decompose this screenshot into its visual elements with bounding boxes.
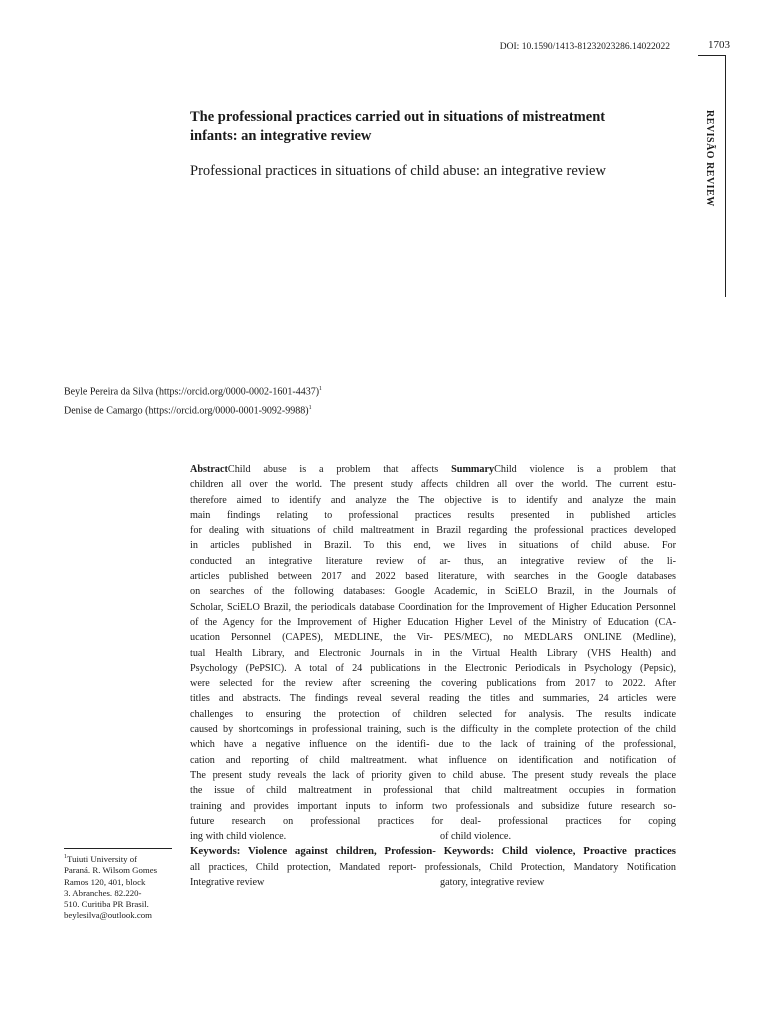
- footnote-rule: [64, 848, 172, 849]
- abstract-line: ucation Personnel (CAPES), MEDLINE, the Vir- PES/MEC), no MEDLARS ONLINE (Medline),: [190, 632, 676, 644]
- affiliation-line: $^1$Tuiuti University of: [64, 853, 138, 864]
- abstract-line: caused by shortcomings in professional training, such is the difficulty in the complete protection of the child: [190, 724, 676, 736]
- keywords-line: all practices, Child protection, Mandated report- professionals, Child Protection, Mandatory Notification: [190, 861, 676, 873]
- abstract-line: Psychology (PePSIC). A total of 24 publications in the Electronic Periodicals in Psychology (Pepsic),: [190, 662, 676, 674]
- affiliation-line: Paraná. R. Wilsom Gomes: [64, 865, 158, 876]
- doi: DOI: 10.1590/1413-81232023286.14022022: [499, 42, 670, 52]
- abstract-line: cation and reporting of child maltreatment. what influence on identification and notification of: [190, 754, 676, 766]
- abstract-line: titles and abstracts. The findings reveal several reading the titles and summaries, 24 articles were: [190, 693, 676, 705]
- abstract-line: ing with child violence. of child violence.: [190, 831, 512, 843]
- abstract-line: conducted an integrative literature review of ar- thus, an integrative review of the li-: [190, 555, 676, 567]
- abstract-line: challenges to ensuring the protection of children selected for analysis. The results indicate: [190, 708, 676, 720]
- abstract-line: which have a negative influence on the identifi- due to the lack of training of the professional,: [190, 739, 676, 751]
- author-list: [64, 381, 394, 420]
- abstract-line: for dealing with situations of child maltreatment in Brazil regarding the professional practices developed: [190, 525, 676, 537]
- article-subtitle: Professional practices in situations of child abuse: an integrative review: [190, 163, 606, 179]
- abstract-line: Scholar, SciELO Brazil, the periodicals database Coordination for the Improvement of Higher Education Personnel: [190, 601, 676, 613]
- affiliation-line: Ramos 120, 401, block: [64, 876, 146, 887]
- abstract-line: tual Health Library, and Electronic Journals in in the Virtual Health Library (VHS Health) and: [190, 647, 676, 659]
- abstract-line: were selected for the review after screening the covering publications from 2017 to 2022. After: [190, 678, 676, 690]
- abstract-line: therefore aimed to identify and analyze the The objective is to identify and analyze the main: [190, 494, 676, 506]
- article-title: The professional practices carried out in situations of mistreatment infants: an integrative review: [190, 109, 606, 144]
- abstract-line: training and provides important inputs to inform two professionals and subsidize future research so-: [190, 800, 676, 812]
- abstract-line: on searches of the following databases: Google Academic, in SciELO Brazil, in the Journals of: [190, 586, 676, 598]
- affiliation-line: 3. Abranches. 82.220-: [64, 887, 142, 898]
- abstract-line: The present study reveals the lack of priority given to child abuse. The present study reveals the place: [190, 769, 676, 781]
- affiliation-line: 510. Curitiba PR Brasil.: [64, 899, 149, 910]
- keywords-line: Keywords: Violence against children, Profession- Keywords: Child violence, Proactive practices: [190, 845, 676, 858]
- abstract-line: in articles published in Brazil. To this end, we lives in situations of child abuse. For: [190, 540, 676, 552]
- affiliation: [64, 852, 174, 922]
- author: Denise de Camargo (https://orcid.org/0000-0001-9092-9988)$^1$: [64, 405, 312, 417]
- side-rule: [725, 55, 726, 297]
- abstract-line: of the Agency for the Improvement of Higher Education Higher Level of the Ministry of Education (CA-: [190, 616, 676, 628]
- header-rule: [698, 55, 726, 56]
- abstract-line: the issue of child maltreatment in professional that child maltreatment occupies in formation: [190, 785, 676, 797]
- author: Beyle Pereira da Silva (https://orcid.org/0000-0002-1601-4437)$^1$: [64, 386, 323, 398]
- abstract-line: articles published between 2017 and 2022 based literature, with searches in the Google databases: [190, 571, 676, 583]
- keywords-line: Integrative review gatory, integrative review: [190, 877, 545, 889]
- affiliation-email: beylesilva@outlook.com: [64, 910, 152, 921]
- abstract: [190, 462, 676, 890]
- abstract-line: children all over the world. The present study affects children all over the world. The current estu-: [190, 479, 676, 491]
- abstract-line: future research on professional practices for deal- professional practices for coping: [190, 815, 676, 827]
- abstract-line: AbstractChild abuse is a problem that affects SummaryChild violence is a problem that: [190, 464, 676, 475]
- section-label: [700, 110, 722, 230]
- abstract-line: main findings relating to professional practices results presented in published articles: [190, 509, 676, 521]
- page-number: 1703: [708, 39, 730, 51]
- section-label-text: REVISÃO REVIEW: [704, 110, 715, 207]
